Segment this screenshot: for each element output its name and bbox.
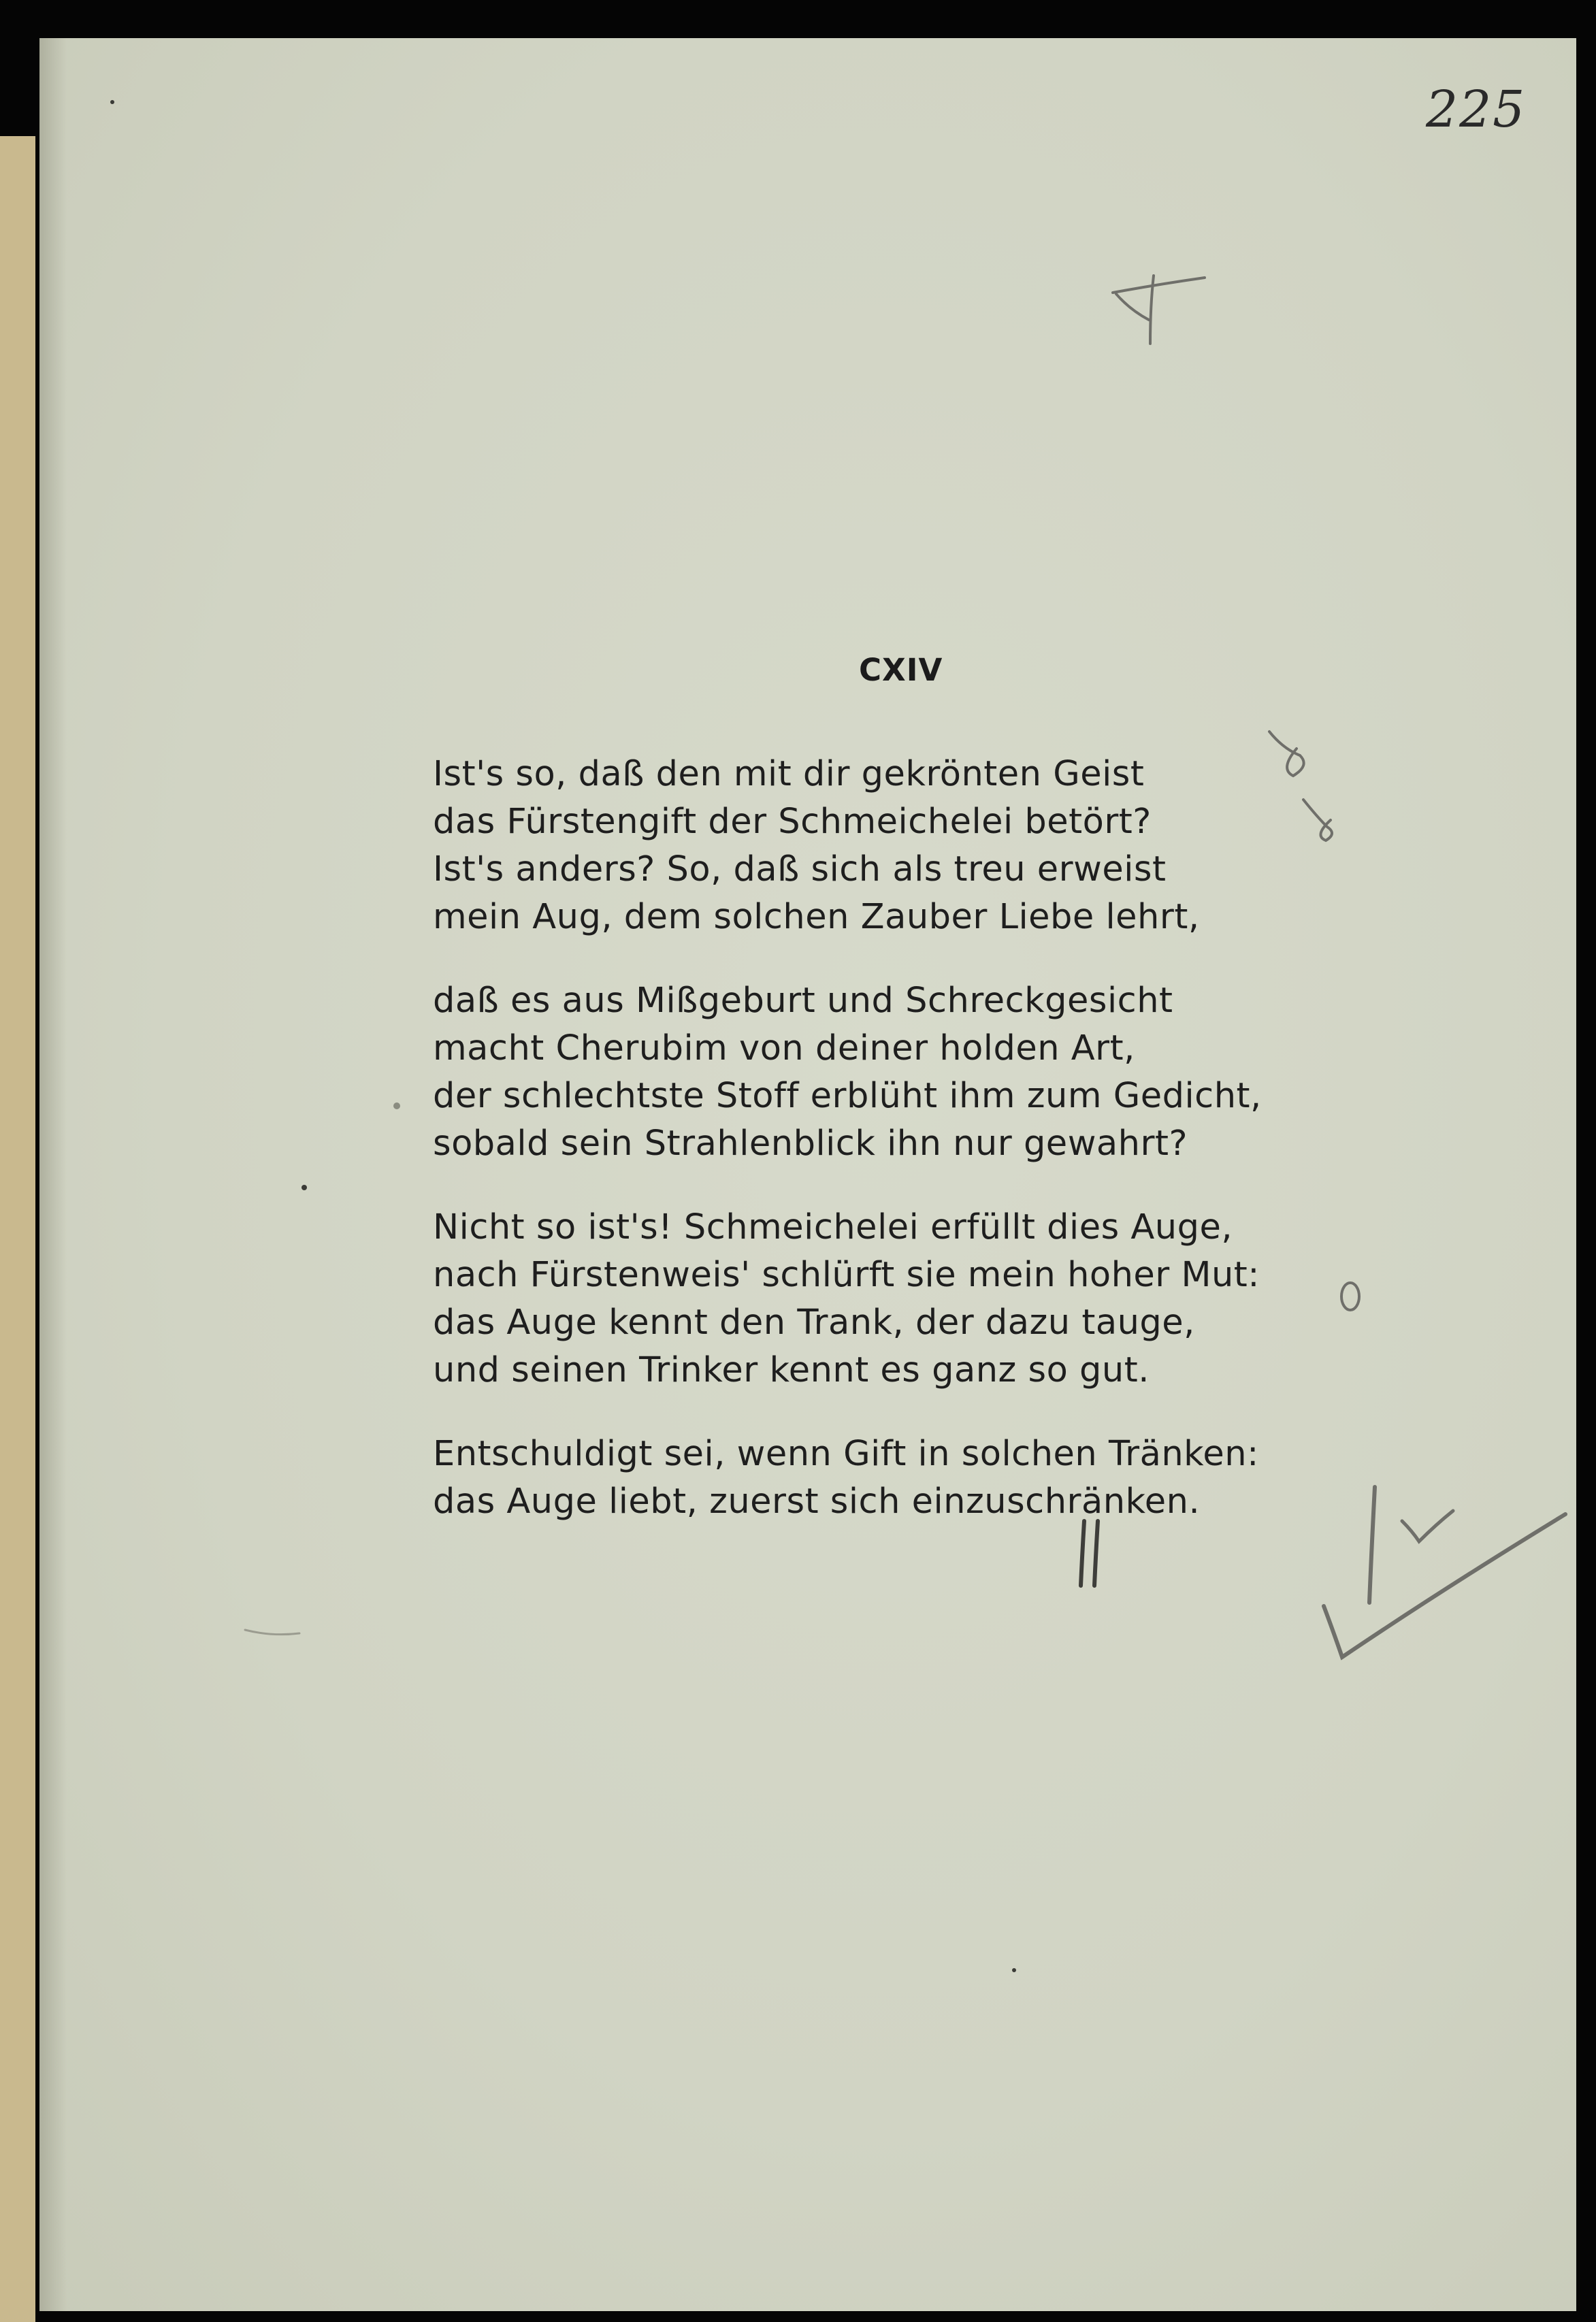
binding-board: [0, 136, 35, 2322]
stanza-4: [433, 1430, 1262, 1526]
page-number: 225: [1426, 80, 1527, 139]
poem-line: sobald sein Strahlenblick ihn nur gewahrt?: [433, 1124, 1188, 1164]
poem-line: Entschuldigt sei, wenn Gift in solchen Tränken:: [433, 1434, 1259, 1474]
poem-line: Ist's anders? So, daß sich als treu erweist: [433, 849, 1167, 889]
poem-line: das Auge kennt den Trank, der dazu tauge,: [433, 1303, 1195, 1343]
stanza-3: [433, 1204, 1262, 1394]
poem-line: mein Aug, dem solchen Zauber Liebe lehrt,: [433, 897, 1200, 937]
poem-line: daß es aus Mißgeburt und Schreckgesicht: [433, 981, 1173, 1021]
poem-line: der schlechtste Stoff erblüht ihm zum Gedicht,: [433, 1076, 1262, 1116]
poem-line: macht Cherubim von deiner holden Art,: [433, 1028, 1135, 1068]
poem-line: nach Fürstenweis' schlürft sie mein hoher Mut:: [433, 1255, 1260, 1295]
stanza-1: [433, 751, 1262, 941]
poem-line: Nicht so ist's! Schmeichelei erfüllt dies Auge,: [433, 1207, 1233, 1247]
poem-line: und seinen Trinker kennt es ganz so gut.: [433, 1350, 1150, 1390]
poem-line: das Auge liebt, zuerst sich einzuschränken.: [433, 1482, 1201, 1522]
gutter-shadow: [39, 38, 67, 2311]
poem-line: Ist's so, daß den mit dir gekrönten Geist: [433, 754, 1145, 794]
poem-line: das Fürstengift der Schmeichelei betört?: [433, 802, 1152, 842]
sonnet-heading: CXIV: [859, 652, 943, 688]
stanza-2: [433, 977, 1262, 1168]
poem-body: [433, 751, 1262, 1562]
